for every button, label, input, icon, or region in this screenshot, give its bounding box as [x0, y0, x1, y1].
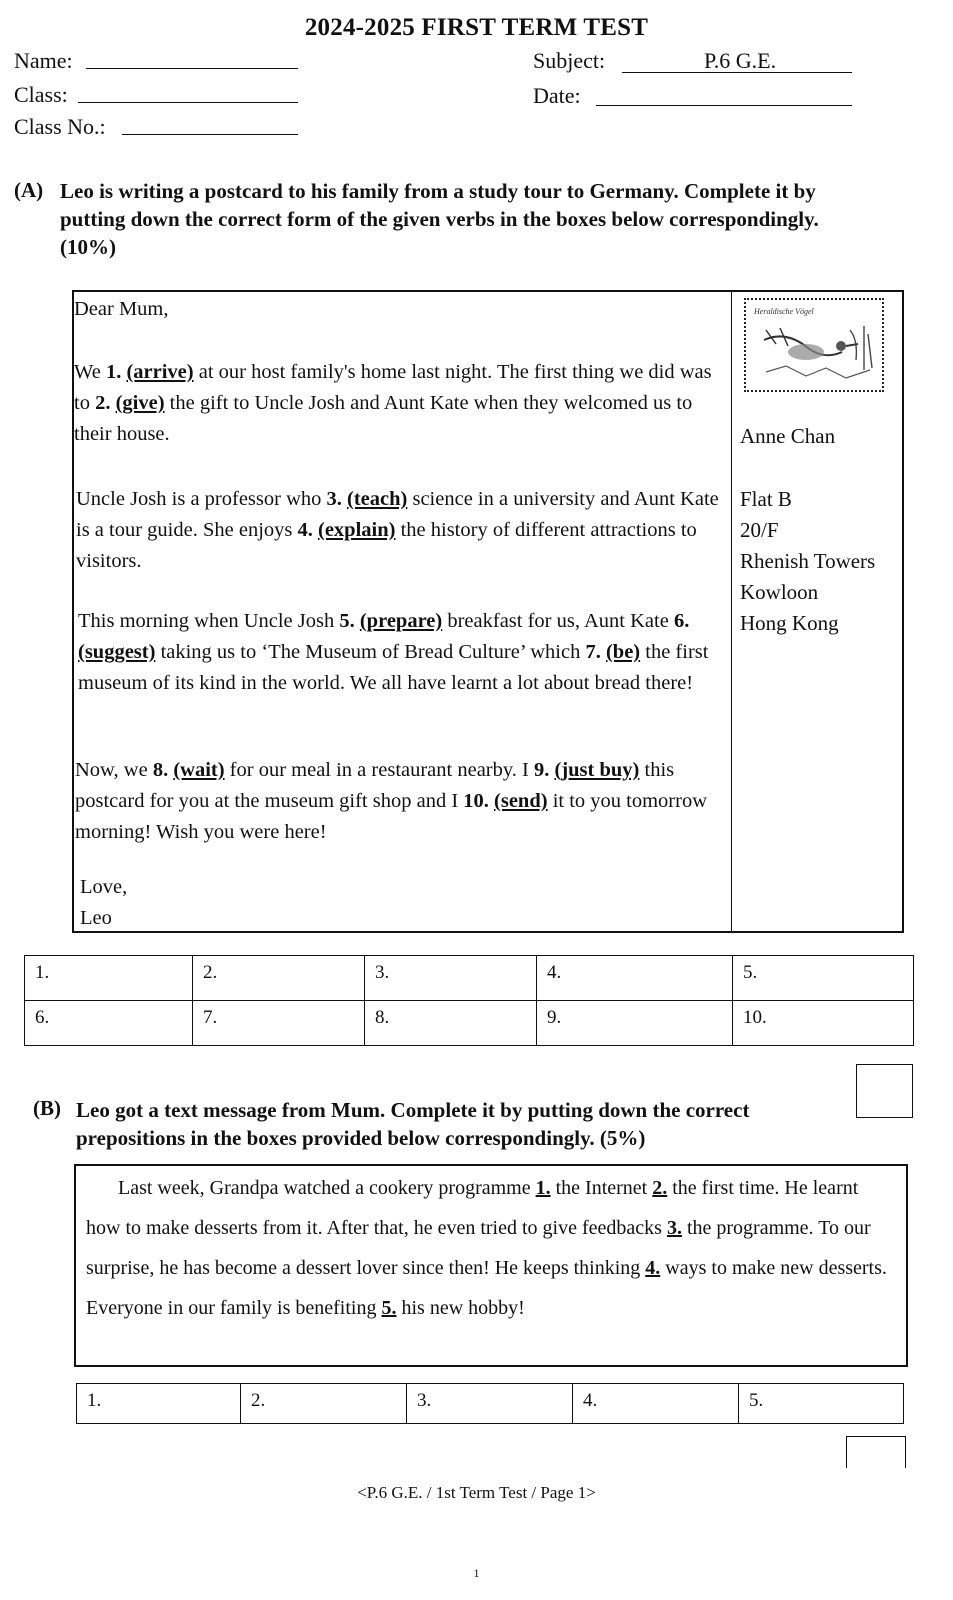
blank-number: 5.: [381, 1297, 397, 1319]
score-box[interactable]: [846, 1436, 906, 1468]
text-run: this postcard for you at the museum gift shop and I: [75, 759, 675, 812]
section-a-instruction: [60, 177, 940, 261]
given-verb: (explain): [318, 519, 396, 541]
blank-number: 6.: [673, 610, 690, 632]
postcard-closing: Love,: [80, 876, 128, 898]
postage-stamp: [744, 298, 884, 392]
name-label: Name:: [14, 48, 73, 73]
text-run: for our meal in a restaurant nearby. I: [224, 759, 534, 781]
blank-number: 4.: [297, 519, 313, 541]
answer-box[interactable]: 1.: [25, 956, 193, 1001]
class-no-field[interactable]: [122, 118, 298, 135]
postcard-paragraph: [76, 484, 726, 577]
answer-box[interactable]: 7.: [193, 1001, 365, 1046]
answer-box[interactable]: 5.: [739, 1384, 904, 1424]
text-run: breakfast for us, Aunt Kate: [442, 610, 674, 632]
given-verb: (just buy): [554, 759, 640, 781]
text-run: at our host family's home last night. The first thing we did was to: [74, 361, 712, 414]
text-run: ways to make new desserts. Everyone in our family is benefiting: [86, 1257, 887, 1319]
blank-number: 2.: [95, 392, 111, 414]
text-run: his new hobby!: [396, 1297, 525, 1319]
text-message: [86, 1168, 894, 1328]
blank-number: 10.: [463, 790, 489, 812]
text-run: the gift to Uncle Josh and Aunt Kate when they welcomed us to their house.: [74, 392, 693, 445]
section-a-instruction-line: Leo is writing a postcard to his family from a study tour to Germany. Complete it by: [60, 179, 816, 203]
postcard-divider: [731, 292, 732, 931]
blank-number: 5.: [339, 610, 355, 632]
given-verb: (suggest): [78, 641, 156, 663]
date-label: Date:: [533, 83, 581, 108]
answer-box[interactable]: 2.: [193, 956, 365, 1001]
address-line: Flat B: [740, 487, 792, 511]
given-verb: (send): [494, 790, 548, 812]
text-run: science in a university and Aunt Kate is a tour guide. She enjoys: [76, 488, 719, 541]
text-run: Last week, Grandpa watched a cookery programme: [118, 1177, 536, 1199]
given-verb: (wait): [173, 759, 225, 781]
blank-number: 2.: [652, 1177, 668, 1199]
subject-label: Subject:: [533, 48, 606, 73]
text-run: We: [74, 361, 106, 383]
date-field[interactable]: [596, 89, 852, 106]
answer-box[interactable]: 1.: [77, 1384, 241, 1424]
class-field[interactable]: [78, 86, 298, 103]
text-run: Now, we: [75, 759, 153, 781]
section-a-instruction-line: putting down the correct form of the given verbs in the boxes below correspondingly.: [60, 207, 819, 231]
address-line: Rhenish Towers: [740, 549, 876, 573]
section-a-instruction-line: (10%): [60, 235, 116, 259]
subject-field: [622, 48, 852, 73]
given-verb: (teach): [347, 488, 408, 510]
page-footer: <P.6 G.E. / 1st Term Test / Page 1>: [357, 1483, 596, 1502]
text-run: it to you tomorrow morning! Wish you were here!: [75, 790, 708, 843]
blank-number: 3.: [666, 1217, 682, 1239]
blank-number: 1.: [535, 1177, 551, 1199]
section-b-instruction-line: Leo got a text message from Mum. Complete it by putting down the correct: [76, 1098, 750, 1122]
answer-box[interactable]: 4.: [537, 956, 733, 1001]
score-box[interactable]: [856, 1064, 913, 1118]
given-verb: (be): [605, 641, 641, 663]
blank-number: 7.: [585, 641, 601, 663]
text-run: This morning when Uncle Josh: [78, 610, 340, 632]
given-verb: (arrive): [126, 361, 194, 383]
text-run: the history of different attractions to visitors.: [76, 519, 697, 572]
answer-box[interactable]: 10.: [733, 1001, 914, 1046]
given-verb: (prepare): [359, 610, 443, 632]
answer-box[interactable]: 8.: [365, 1001, 537, 1046]
text-run: the programme. To our surprise, he has become a dessert lover since then! He keeps thinking: [86, 1217, 871, 1279]
blank-number: 3.: [326, 488, 342, 510]
section-b-label: (B): [33, 1096, 61, 1120]
answer-box[interactable]: 3.: [407, 1384, 573, 1424]
blank-number: 1.: [105, 361, 122, 383]
bird-stamp-image: [746, 300, 882, 390]
section-a-label: (A): [14, 178, 44, 202]
blank-number: 4.: [645, 1257, 661, 1279]
postcard-paragraph: [75, 755, 725, 848]
text-run: Uncle Josh is a professor who: [76, 488, 327, 510]
section-b-instruction-line: prepositions in the boxes provided below correspondingly. (5%): [76, 1126, 646, 1150]
class-label: Class:: [14, 82, 68, 107]
stamp-text: Heraldische Vögel: [754, 307, 814, 316]
postcard-signature: Leo: [80, 907, 112, 929]
address-line: Hong Kong: [740, 611, 839, 635]
postcard-paragraph: [74, 357, 724, 450]
text-run: the first time. He learnt how to make desserts from it. After that, he even tried to give feedbacks: [86, 1177, 859, 1239]
answer-box[interactable]: 6.: [25, 1001, 193, 1046]
answer-box[interactable]: 5.: [733, 956, 914, 1001]
given-verb: (give): [115, 392, 165, 414]
postcard-paragraph: [78, 606, 728, 699]
postcard-greeting: Dear Mum,: [74, 298, 169, 320]
page-number: 1: [473, 1566, 480, 1580]
address-line: 20/F: [740, 518, 779, 542]
section-b-answer-table: [76, 1383, 904, 1424]
page-title: 2024-2025 FIRST TERM TEST: [304, 14, 649, 41]
answer-box[interactable]: 9.: [537, 1001, 733, 1046]
section-a-answer-table: [24, 955, 914, 1046]
recipient-name: Anne Chan: [740, 424, 836, 448]
blank-number: 9.: [534, 759, 550, 781]
blank-number: 8.: [152, 759, 169, 781]
text-run: the Internet: [550, 1177, 653, 1199]
answer-box[interactable]: 4.: [573, 1384, 739, 1424]
subject-value: P.6 G.E.: [704, 48, 777, 73]
address-line: Kowloon: [740, 580, 819, 604]
name-field[interactable]: [86, 52, 298, 69]
text-run: taking us to ‘The Museum of Bread Culture’ which: [155, 641, 586, 663]
section-b-instruction: [76, 1096, 856, 1152]
answer-box[interactable]: 2.: [241, 1384, 407, 1424]
text-run: the first museum of its kind in the world. We all have learnt a lot about bread there!: [78, 641, 709, 694]
class-no-label: Class No.:: [14, 114, 106, 139]
answer-box[interactable]: 3.: [365, 956, 537, 1001]
